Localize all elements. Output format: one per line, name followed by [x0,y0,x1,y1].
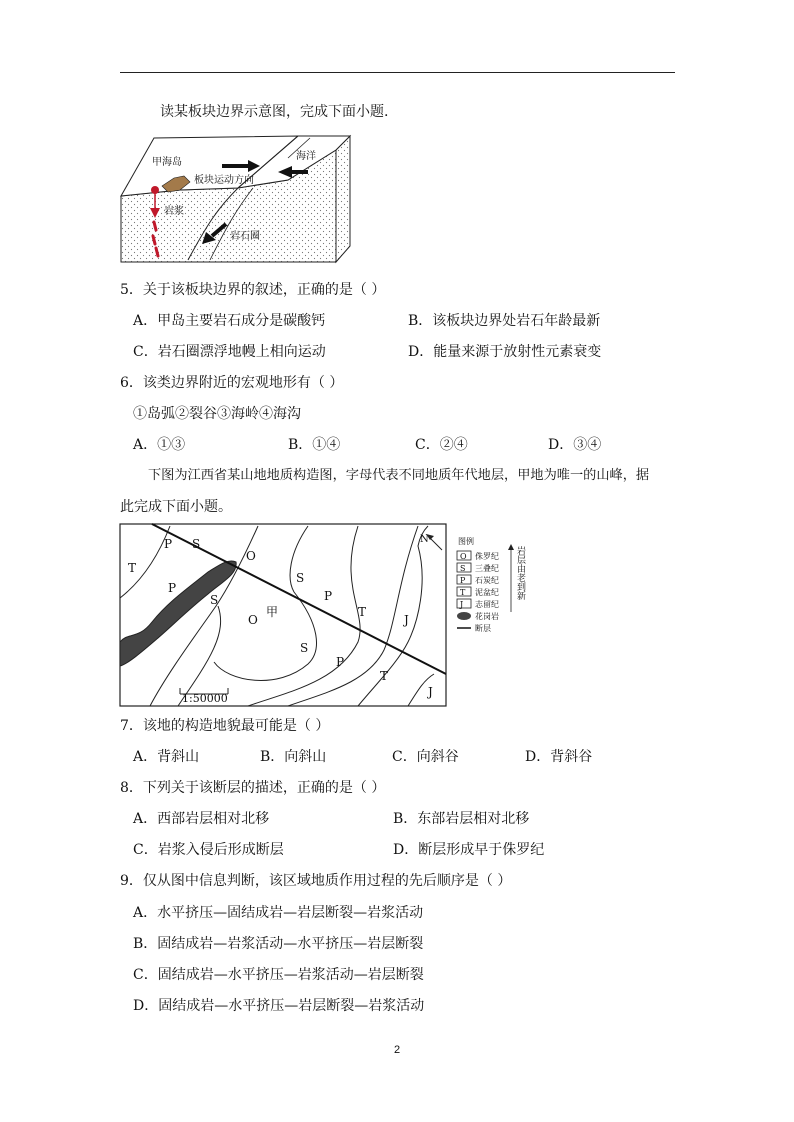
q9-option-c: C．固结成岩—水平挤压—岩浆活动—岩层断裂 [133,967,424,983]
q8-option-d: D．断层形成早于侏罗纪 [393,842,545,858]
label-ocean: 海洋 [296,151,316,162]
stratum-letter: O [246,549,256,563]
stratum-letter: P [324,589,333,603]
q9-option-b: B．固结成岩—岩浆活动—水平挤压—岩层断裂 [133,936,424,952]
geologic-map [118,522,538,710]
page-number: 2 [394,1044,401,1056]
q8-option-b: B．东部岩层相对北移 [393,811,530,827]
stratum-letter: S [300,641,309,655]
stratum-letter: T [128,561,137,575]
granite-legend-swatch [457,612,471,620]
stratum-letter: T [358,605,367,619]
legend-code: O [460,552,467,561]
stratum-letter: S [210,593,219,607]
q5-option-c: C．岩石圈漂浮地幔上相向运动 [133,344,326,360]
legend-name: 侏罗纪 [475,552,499,561]
q6-option-b: B．①④ [288,437,341,453]
map-legend [457,536,526,633]
q5-option-b: B．该板块边界处岩石年龄最新 [408,313,601,329]
legend-name: 志留纪 [475,600,499,609]
legend-name: 三叠纪 [475,564,499,573]
q6-option-c: C．②④ [415,437,468,453]
legend-code: T [460,588,466,597]
stratum-letter: S [192,537,201,551]
q8-option-c: C．岩浆入侵后形成断层 [133,842,284,858]
q8-stem: 8．下列关于该断层的描述，正确的是（ ） [120,780,386,796]
q9-option-a: A．水平挤压—固结成岩—岩层断裂—岩浆活动 [133,905,424,921]
intro-text-2-line2: 此完成下面小题。 [120,499,232,515]
stratum-letter: S [296,571,305,585]
q8-option-a: A．西部岩层相对北移 [133,811,270,827]
legend-name: 泥盆纪 [475,588,499,597]
stratum-letter: T [380,669,389,683]
q6-option-d: D．③④ [548,437,602,453]
legend-code: J [460,600,464,609]
stratum-letter: O [248,613,258,627]
legend-age-order: 岩层由老到新 [515,546,525,600]
label-island: 甲海岛 [152,157,182,168]
map-scale: 1:50000 [182,692,228,705]
legend-code: P [460,576,466,585]
q7-option-d: D．背斜谷 [525,749,593,765]
peak-jia-label: 甲 [266,605,279,619]
q7-option-c: C．向斜谷 [392,749,459,765]
q7-stem: 7．该地的构造地貌最可能是（ ） [120,718,330,734]
stratum-letter: P [336,655,345,669]
q7-option-a: A．背斜山 [133,749,200,765]
q7-option-b: B．向斜山 [260,749,327,765]
label-plate-motion: 板块运动方向 [194,175,254,186]
stratum-letter: J [428,685,433,699]
header-rule [120,72,675,73]
q9-stem: 9．仅从图中信息判断，该区域地质作用过程的先后顺序是（ ） [120,873,512,889]
legend-fault: 断层 [475,624,491,633]
label-magma: 岩浆 [164,206,184,217]
stratum-letter: P [164,537,173,551]
legend-code: S [460,564,466,573]
q9-option-d: D．固结成岩—水平挤压—岩层断裂—岩浆活动 [133,998,425,1014]
stratum-letter: J [404,613,409,627]
q6-items: ①岛弧②裂谷③海岭④海沟 [133,406,301,422]
label-lithosphere: 岩石圈 [230,231,260,242]
q6-option-a: A．①③ [133,437,186,453]
plate-boundary-diagram [118,128,354,270]
q5-option-a: A．甲岛主要岩石成分是碳酸钙 [133,313,326,329]
legend-granite: 花岗岩 [475,612,499,621]
q6-stem: 6．该类边界附近的宏观地形有（ ） [120,375,344,391]
stratum-letter: P [168,581,177,595]
north-label: N [420,534,429,545]
intro-text-2-line1: 下图为江西省某山地地质构造图，字母代表不同地质年代地层，甲地为唯一的山峰，据 [148,468,650,483]
intro-text-1: 读某板块边界示意图，完成下面小题. [160,104,389,120]
q5-option-d: D．能量来源于放射性元素衰变 [408,344,602,360]
legend-name: 石炭纪 [475,576,499,585]
legend-title: 图例 [458,537,474,546]
q5-stem: 5．关于该板块边界的叙述，正确的是（ ） [120,282,386,298]
